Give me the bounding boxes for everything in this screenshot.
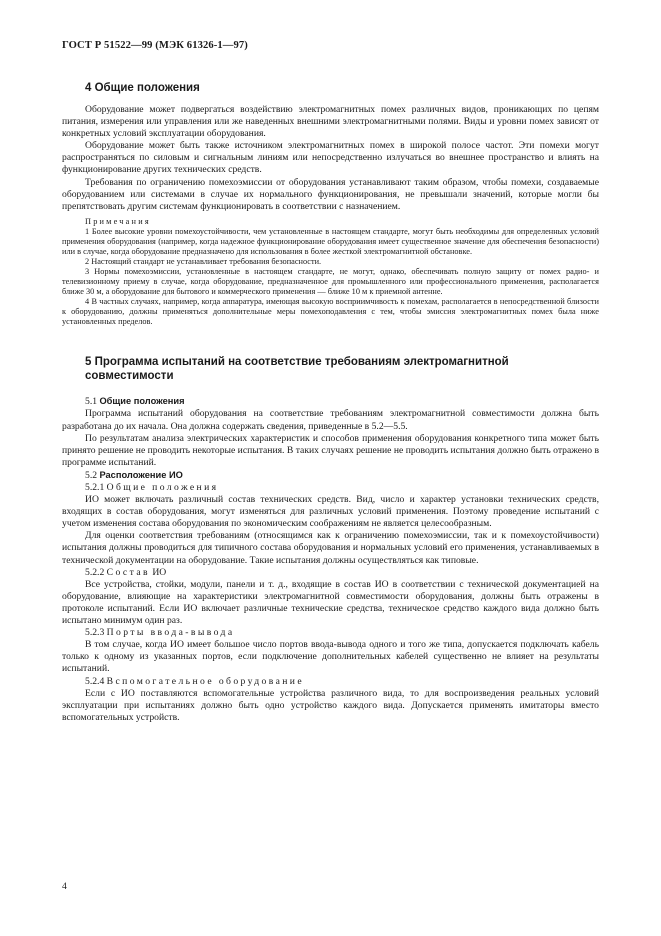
page-number: 4 [62, 881, 67, 892]
note: 4 В частных случаях, например, когда аппаратура, имеющая высокую восприимчивость к помехам, располагается в непосредственной близости к оборудованию, должны применяться дополнительные меры помехоподавления с тем, чтобы эмиссия электромагнитных помех была ниже установленных пределов. [62, 297, 599, 327]
paragraph: В том случае, когда ИО имеет большое число портов ввода-вывода одного и того же типа, допускается подключать кабель только к одному из указанных портов, если подключение дополнительных кабелей существенно не влияет на результаты испытаний. [62, 639, 599, 675]
paragraph: Оборудование может подвергаться воздействию электромагнитных помех различных видов, проникающих по цепям питания, измерения или управления или же наведенных внешними электромагнитными полями. Виды и уровни помех зависят от конкретных условий эксплуатации оборудования. [62, 104, 599, 140]
note: 2 Настоящий стандарт не устанавливает требования безопасности. [85, 257, 322, 267]
paragraph: Если с ИО поставляются вспомогательные устройства различного вида, то для воспроизведения реальных условий эксплуатации при испытаниях должно быть одно устройство каждого вида. Допускается применять имитаторы вместо вспомогательных устройств. [62, 687, 599, 723]
notes-block [62, 217, 599, 328]
paragraph: Все устройства, стойки, модули, панели и т. д., входящие в состав ИО в соответствии с технической документацией на оборудование, влияющие на характеристики электромагнитной совместимости оборудования, должны быть отражены в протоколе испытаний. Если ИО включает различные технические средства, техническое средство каждого вида должно быть испытано минимум один раз. [62, 578, 599, 627]
paragraph: Для оценки соответствия требованиям (относящимся как к ограничению помехоэмиссии, так и к помехоустойчивости) испытания должны проводиться для типичного состава оборудования и нормальных условий его применения, устанавливаемых в технической документации на оборудование. Такие испытания должны осуществляться как типовые. [62, 530, 599, 566]
section-5-title: 5 Программа испытаний на соответствие требованиям электромагнитной совместимости [85, 356, 509, 383]
paragraph: По результатам анализа электрических характеристик и способов применения оборудования конкретного типа может быть принято решение не проводить некоторые испытания. В таких случаях решение не проводить испытания должно быть отражено в программе испытаний. [62, 432, 599, 468]
note: 1 Более высокие уровни помехоустойчивости, чем установленные в настоящем стандарте, могут быть необходимы для определенных условий применения оборудования (например, когда надежное функционирование оборудования имеет существенное значение для обеспечения безопасности) или в случае, когда оборудование предназначено для использования в более жесткой электромагнитной обстановке. [62, 226, 599, 256]
subsection-5-2-2-heading: 5.2.2 Состав ИО [85, 566, 167, 578]
note: 3 Нормы помехоэмиссии, установленные в настоящем стандарте, не могут, однако, обеспечивать полную защиту от помех радио- и телевизионному приему в случае, когда оборудование, предназначенное для промышленного или профессионального применения, располагается ближе 30 м, а оборудование для бытового и коммерческого применения — ближе 10 м к приемной антенне. [62, 267, 599, 297]
subsection-5-2-heading: 5.2 Расположение ИО [85, 469, 183, 481]
section-4-body [62, 104, 599, 213]
notes-title: Примечания [85, 216, 151, 226]
subsection-5-2-4-heading: 5.2.4 Вспомогательное оборудование [85, 675, 305, 687]
paragraph: ИО может включать различный состав технических средств. Вид, число и характер установки технических средств, входящих в состав оборудования, могут изменяться для различных условий применения. Поэтому проведение испытаний с учетом изменения состава оборудования по экономическим соображениям не является целесообразным. [62, 494, 599, 530]
paragraph: Оборудование может быть также источником электромагнитных помех в широкой полосе частот. Эти помехи могут распространяться по силовым и сигнальным линиям или непосредственно излучаться во внешнее пространство и влиять на функционирование других технических средств. [62, 140, 599, 176]
subsection-5-1-heading: 5.1 Общие положения [85, 396, 185, 408]
section-5-body [62, 395, 599, 724]
subsection-5-2-3-heading: 5.2.3 Порты ввода-вывода [85, 627, 235, 639]
subsection-5-2-1-heading: 5.2.1 Общие положения [85, 482, 219, 494]
section-4-title: 4 Общие положения [85, 82, 200, 94]
document-page [62, 40, 599, 724]
paragraph: Требования по ограничению помехоэмиссии от оборудования устанавливают таким образом, чтобы помехи, создаваемые оборудованием или системами в случае их нормального функционирования, не превышали значений, которые могли бы препятствовать другим системам функционировать в соответствии с назначением. [62, 176, 599, 212]
document-header: ГОСТ Р 51522—99 (МЭК 61326-1—97) [62, 40, 248, 51]
paragraph: Программа испытаний оборудования на соответствие требованиям электромагнитной совместимости должна быть разработана до их начала. Она должна содержать сведения, приведенные в 5.2—5.5. [62, 408, 599, 432]
